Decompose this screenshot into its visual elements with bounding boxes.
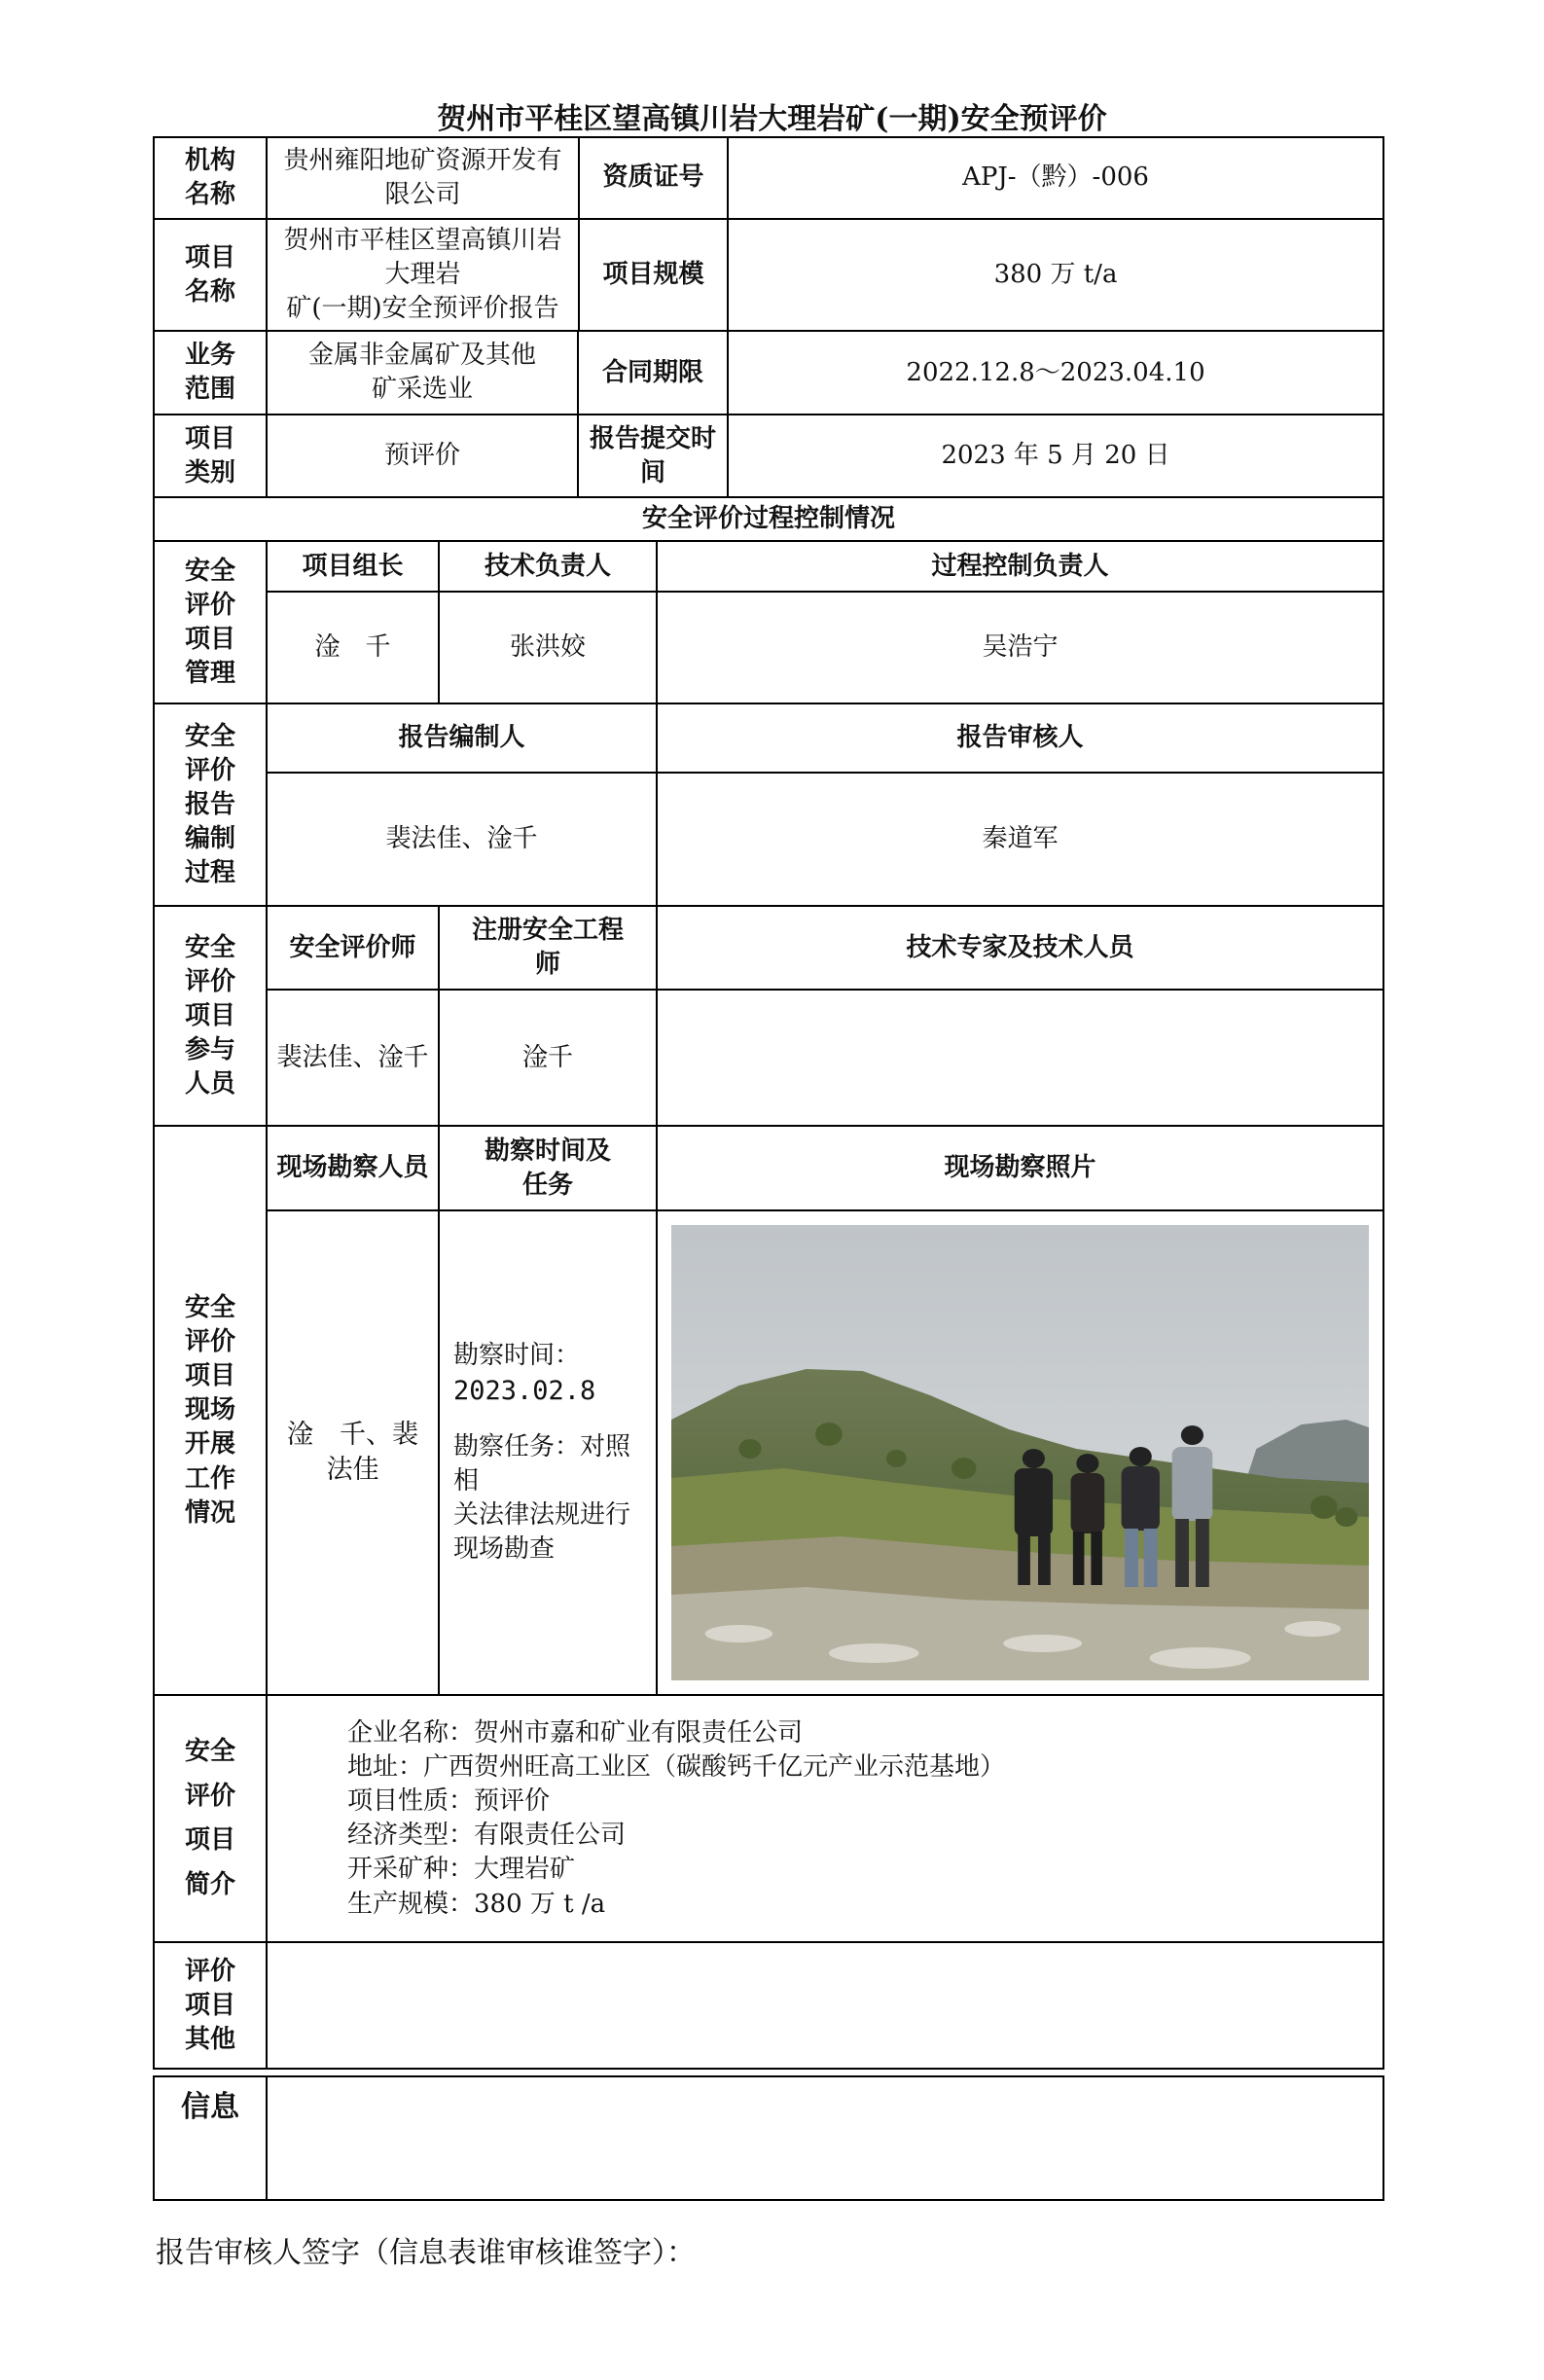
project-label: 项目 名称 bbox=[154, 219, 267, 331]
category-value: 预评价 bbox=[267, 415, 578, 497]
management-label: 安全 评价 项目 管理 bbox=[154, 541, 267, 703]
report-authors-value: 裴法佳、淦千 bbox=[267, 773, 657, 906]
survey-time-label: 勘察时间： bbox=[453, 1341, 581, 1371]
project-value: 贺州市平桂区望高镇川岩大理岩 矿(一期)安全预评价报告 bbox=[267, 219, 579, 331]
business-value: 金属非金属矿及其他 矿采选业 bbox=[267, 331, 578, 415]
survey-task: 勘察任务：对照相 关法律法规进行 现场勘查 bbox=[453, 1431, 631, 1565]
report-reviewer-header: 报告审核人 bbox=[657, 703, 1383, 773]
reviewer-signature-line: 报告审核人签字（信息表谁审核谁签字）： bbox=[156, 2236, 696, 2270]
engineer-value: 淦千 bbox=[439, 990, 657, 1126]
survey-photo-header: 现场勘察照片 bbox=[657, 1126, 1383, 1210]
tech-lead-value: 张洪姣 bbox=[439, 592, 657, 703]
evaluators-value: 裴法佳、淦千 bbox=[267, 990, 439, 1126]
business-label: 业务 范围 bbox=[154, 331, 267, 415]
section-title: 安全评价过程控制情况 bbox=[154, 497, 1383, 541]
experts-header: 技术专家及技术人员 bbox=[657, 906, 1383, 990]
org-label: 机构 名称 bbox=[154, 137, 267, 219]
info-value bbox=[267, 2076, 1383, 2200]
experts-value bbox=[657, 990, 1383, 1126]
contract-label: 合同期限 bbox=[578, 331, 728, 415]
intro-mineral: 开采矿种：大理岩矿 bbox=[347, 1855, 576, 1885]
process-lead-header: 过程控制负责人 bbox=[657, 541, 1383, 592]
engineer-header: 注册安全工程 师 bbox=[439, 906, 657, 990]
leader-header: 项目组长 bbox=[267, 541, 439, 592]
intro-company: 企业名称：贺州市嘉和矿业有限责任公司 bbox=[347, 1718, 804, 1749]
survey-photo bbox=[671, 1225, 1369, 1680]
survey-time-task bbox=[439, 1210, 657, 1695]
participants-label: 安全 评价 项目 参与 人员 bbox=[154, 906, 267, 1126]
survey-time-value: 2023.02.8 bbox=[453, 1375, 596, 1406]
intro-nature: 项目性质：预评价 bbox=[347, 1786, 551, 1817]
info-table bbox=[153, 2075, 1384, 2201]
other-label: 评价 项目 其他 bbox=[154, 1942, 267, 2069]
survey-time-header: 勘察时间及 任务 bbox=[439, 1126, 657, 1210]
tech-lead-header: 技术负责人 bbox=[439, 541, 657, 592]
category-label: 项目 类别 bbox=[154, 415, 267, 497]
contract-value: 2022.12.8～2023.04.10 bbox=[728, 331, 1383, 415]
evaluator-header: 安全评价师 bbox=[267, 906, 439, 990]
scale-label: 项目规模 bbox=[579, 219, 728, 331]
survey-photo-cell bbox=[657, 1210, 1383, 1695]
submit-label: 报告提交时间 bbox=[578, 415, 728, 497]
org-value: 贵州雍阳地矿资源开发有限公司 bbox=[267, 137, 579, 219]
leader-value: 淦 千 bbox=[267, 592, 439, 703]
intro-content bbox=[267, 1695, 1383, 1942]
page-title: 贺州市平桂区望高镇川岩大理岩矿(一期)安全预评价 bbox=[437, 102, 1107, 136]
intro-address: 地址：广西贺州旺高工业区（碳酸钙千亿元产业示范基地） bbox=[347, 1752, 1006, 1783]
cert-label: 资质证号 bbox=[579, 137, 728, 219]
report-label: 安全 评价 报告 编制 过程 bbox=[154, 703, 267, 906]
intro-scale: 生产规模：380 万 t /a bbox=[347, 1889, 606, 1919]
evaluation-info-table bbox=[153, 136, 1384, 2070]
scale-value: 380 万 t/a bbox=[728, 219, 1383, 331]
intro-label: 安全 评价 项目 简介 bbox=[154, 1695, 267, 1942]
report-author-header: 报告编制人 bbox=[267, 703, 657, 773]
process-lead-value: 吴浩宁 bbox=[657, 592, 1383, 703]
survey-staff-value: 淦 千、裴法佳 bbox=[267, 1210, 439, 1695]
survey-label: 安全 评价 项目 现场 开展 工作 情况 bbox=[154, 1126, 267, 1695]
report-reviewer-value: 秦道军 bbox=[657, 773, 1383, 906]
cert-value: APJ-（黔）-006 bbox=[728, 137, 1383, 219]
info-label: 信息 bbox=[154, 2076, 267, 2200]
other-value bbox=[267, 1942, 1383, 2069]
submit-value: 2023 年 5 月 20 日 bbox=[728, 415, 1383, 497]
survey-staff-header: 现场勘察人员 bbox=[267, 1126, 439, 1210]
intro-economic-type: 经济类型：有限责任公司 bbox=[347, 1821, 627, 1851]
